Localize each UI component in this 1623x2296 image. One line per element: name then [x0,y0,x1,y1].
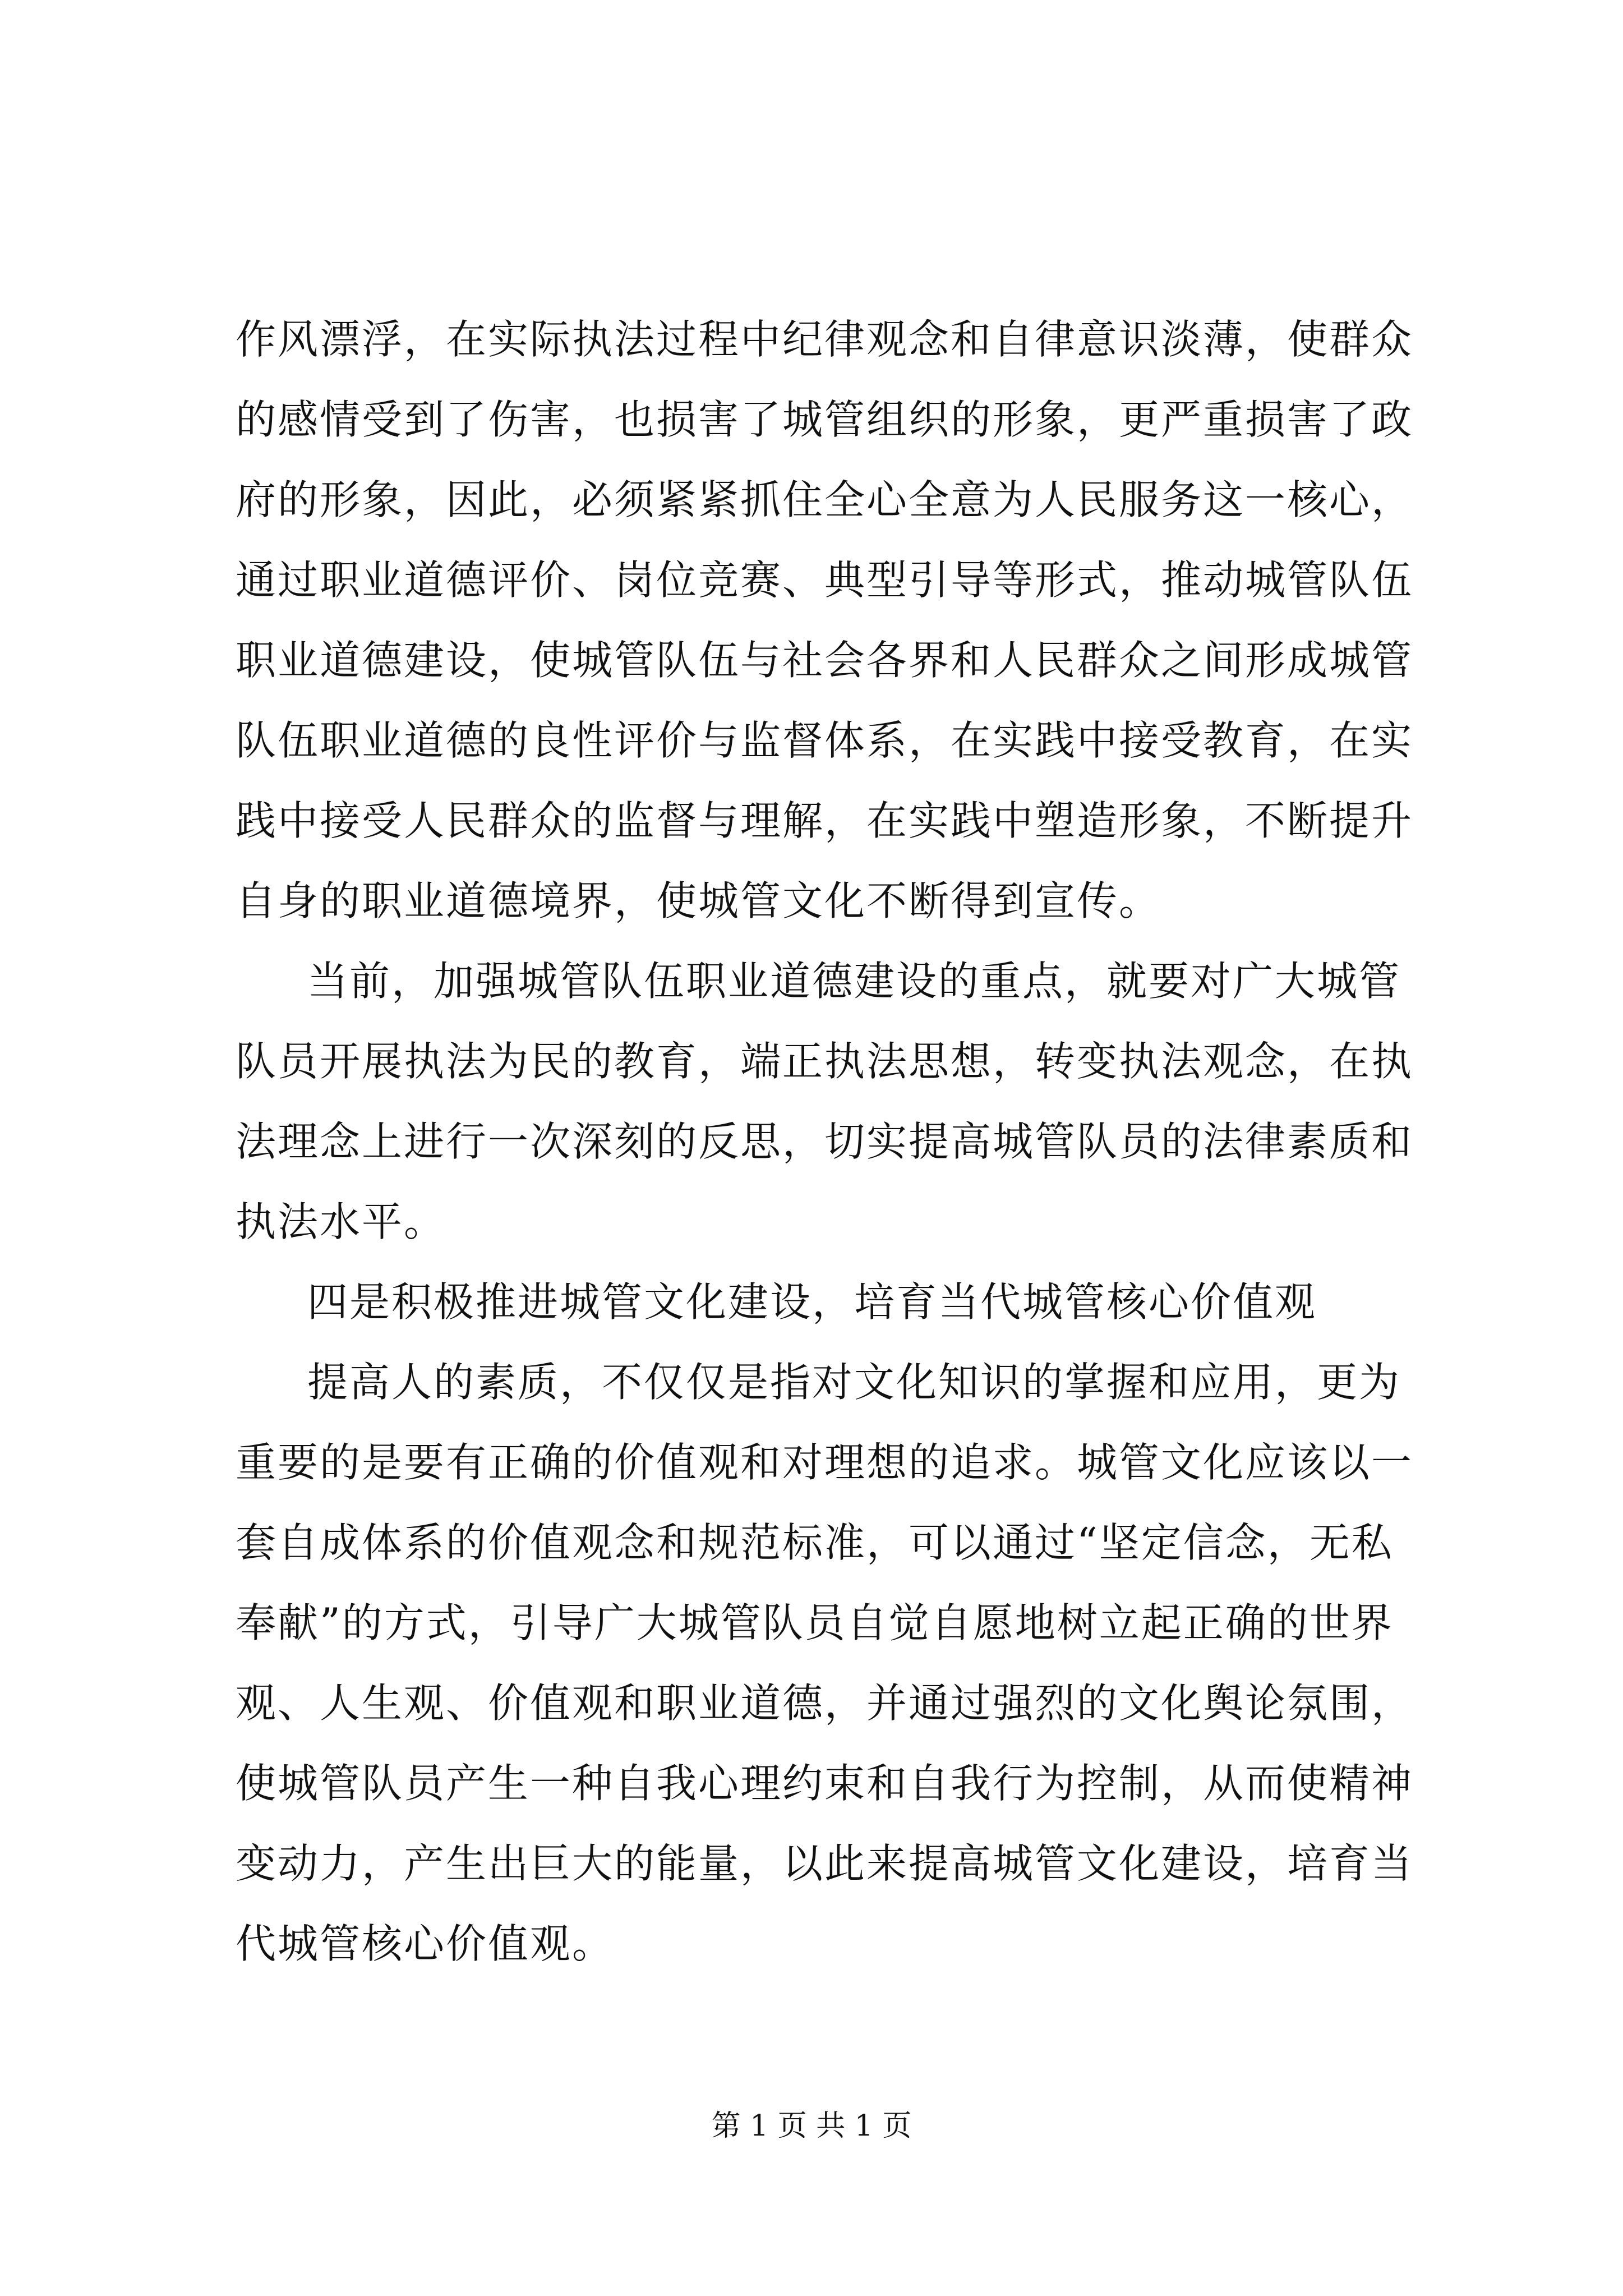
text-line: 当前，加强城管队伍职业道德建设的重点，就要对广大城管 [307,958,1401,1005]
text-line: 执法水平。 [236,1198,446,1245]
text-line: 重要的是要有正确的价值观和对理想的追求。城管文化应该以一 [236,1439,1414,1486]
text-line: 自身的职业道德境界，使城管文化不断得到宣传。 [236,877,1161,924]
text-line: 奉献”的方式，引导广大城管队员自觉自愿地树立起正确的世界 [236,1599,1394,1646]
text-line: 使城管队员产生一种自我心理约束和自我行为控制，从而使精神 [236,1760,1414,1807]
section-heading: 四是积极推进城管文化建设，培育当代城管核心价值观 [307,1278,1317,1326]
text-line: 队员开展执法为民的教育，端正执法思想，转变执法观念，在执 [236,1038,1414,1085]
text-line: 套自成体系的价值观念和规范标准，可以通过“坚定信念，无私 [236,1519,1394,1566]
text-line: 提高人的素质，不仅仅是指对文化知识的掌握和应用，更为 [307,1359,1401,1406]
text-line: 队伍职业道德的良性评价与监督体系，在实践中接受教育，在实 [236,717,1414,764]
text-line: 的感情受到了伤害，也损害了城管组织的形象，更严重损害了政 [236,396,1414,443]
text-line: 作风漂浮，在实际执法过程中纪律观念和自律意识淡薄，使群众 [236,316,1414,363]
text-line: 观、人生观、价值观和职业道德，并通过强烈的文化舆论氛围， [236,1680,1414,1727]
page-number-footer: 第 1 页 共 1 页 [711,2109,912,2143]
text-line: 践中接受人民群众的监督与理解，在实践中塑造形象，不断提升 [236,797,1414,844]
text-line: 法理念上进行一次深刻的反思，切实提高城管队员的法律素质和 [236,1118,1414,1165]
text-line: 府的形象，因此，必须紧紧抓住全心全意为人民服务这一核心， [236,476,1414,523]
text-line: 代城管核心价值观。 [236,1920,615,1967]
text-line: 职业道德建设，使城管队伍与社会各界和人民群众之间形成城管 [236,637,1414,684]
text-line: 变动力，产生出巨大的能量，以此来提高城管文化建设，培育当 [236,1840,1414,1887]
text-line: 通过职业道德评价、岗位竞赛、典型引导等形式，推动城管队伍 [236,556,1414,604]
